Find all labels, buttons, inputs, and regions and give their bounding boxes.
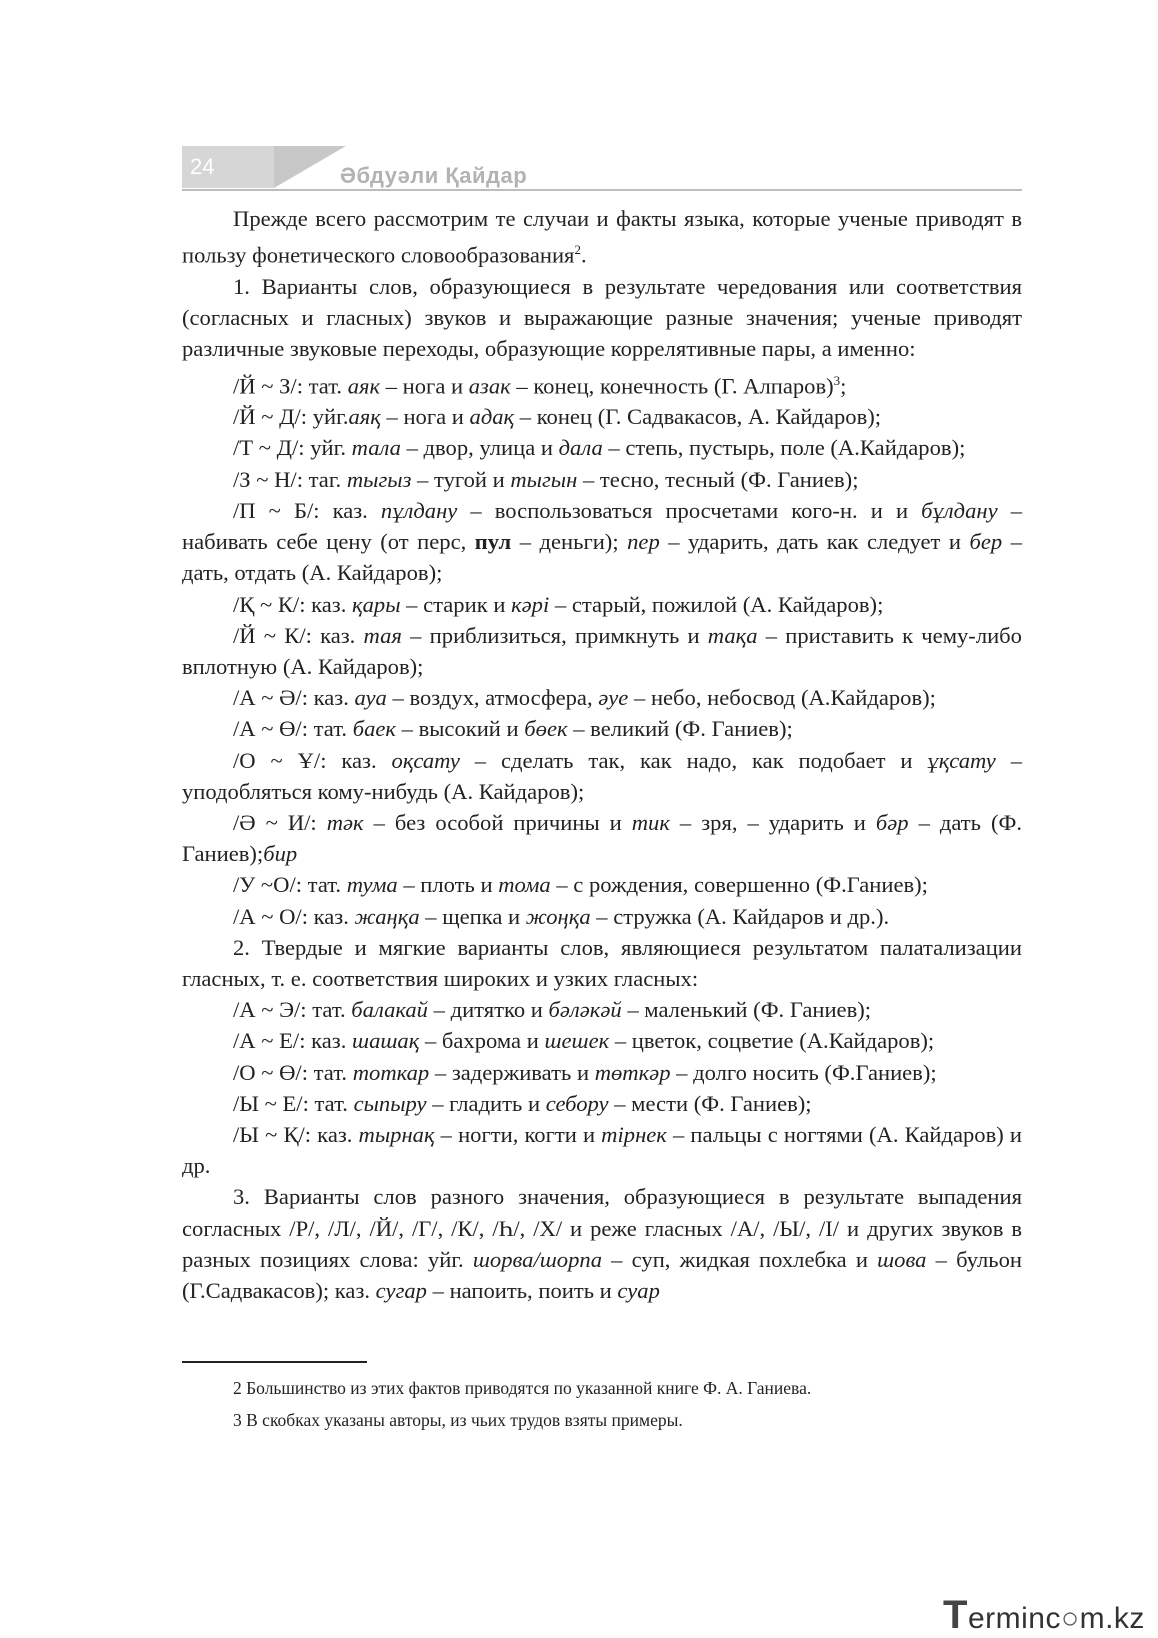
example-word: шашақ xyxy=(352,1028,420,1054)
example-text: – двор, улица и xyxy=(400,435,559,461)
example-word: тәк xyxy=(326,809,364,835)
page-header xyxy=(182,146,1022,194)
example-word: әуе xyxy=(598,685,629,711)
example-word: жоңқа xyxy=(525,903,591,929)
example-word: тыгын xyxy=(510,466,578,492)
example-text: – гладить и xyxy=(426,1090,546,1116)
examples-list-1 xyxy=(182,365,1022,932)
example-text: – ударить и xyxy=(747,809,876,835)
example-text: – приставить к чему-либо вплотную (А. Кайдаров); xyxy=(182,622,1022,679)
example-entry xyxy=(182,713,1022,744)
example-text: – долго носить (Ф.Ганиев); xyxy=(670,1059,937,1085)
example-text: – тугой и xyxy=(411,466,511,492)
example-text: – великий (Ф. Ганиев); xyxy=(567,716,793,742)
main-text xyxy=(182,203,1022,1306)
section-3-text: – суп, жидкая похлебка и xyxy=(602,1246,878,1272)
example-word: азак xyxy=(468,373,511,399)
example-entry xyxy=(182,401,1022,432)
example-word: тая xyxy=(363,622,402,648)
example-word: тірнек xyxy=(601,1121,667,1147)
example-entry xyxy=(182,994,1022,1025)
example-entry xyxy=(182,682,1022,713)
example-text: – дать, отдать (А. Кайдаров); xyxy=(182,529,1022,586)
example-text: /А ~ Ө/: тат. xyxy=(233,716,353,742)
example-word: бұлдану xyxy=(921,497,998,523)
example-text: – стружка (А. Кайдаров и др.). xyxy=(590,903,890,929)
example-text: /Й ~ К/: каз. xyxy=(233,622,364,648)
header-rule xyxy=(182,189,1022,191)
example-entry xyxy=(182,589,1022,620)
example-word: бер xyxy=(969,529,1003,555)
example-word: бәр xyxy=(875,809,909,835)
example-entry xyxy=(182,464,1022,495)
example-word: тоткар xyxy=(352,1059,430,1085)
running-head-author: Әбдуәли Қайдар xyxy=(340,163,528,188)
example-text: – приблизиться, примкнуть и xyxy=(401,622,708,648)
example-word: тырнақ xyxy=(358,1121,435,1147)
paragraph-section-3 xyxy=(182,1181,1022,1306)
section-3-text: 3. Варианты слов разного значения, образующиеся в результате выпадения согласных /Р/, /Л/, /Й/, /Г/, /К/, /Һ/, /Х/ и реже гласных /А/, /Ы/, /І/ и других звуков в разных позициях слова: уйг. xyxy=(182,1184,1022,1272)
example-text: – бахрома и xyxy=(419,1028,545,1054)
example-word: баек xyxy=(352,716,396,742)
example-word: пер xyxy=(627,529,660,555)
example-text: – маленький (Ф. Ганиев); xyxy=(621,997,872,1023)
example-entry xyxy=(182,1025,1022,1056)
example-text: – тесно, тесный (Ф. Ганиев); xyxy=(577,466,859,492)
example-text: – воздух, атмосфера, xyxy=(386,685,599,711)
example-word: пұлдану xyxy=(380,497,458,523)
example-word: кәрі xyxy=(511,591,550,617)
example-text: – степь, пустырь, поле (А.Кайдаров); xyxy=(602,435,966,461)
termincom-logo xyxy=(943,1593,1145,1638)
example-word: шешек xyxy=(544,1028,610,1054)
example-text: – небо, небосвод (А.Кайдаров); xyxy=(628,685,936,711)
example-word: ауа xyxy=(354,685,387,711)
example-text: /А ~ О/: каз. xyxy=(233,903,355,929)
footnotes xyxy=(233,1372,1013,1436)
example-text: /О ~ Ө/: тат. xyxy=(233,1059,353,1085)
footnote-ref-3: 3 xyxy=(833,372,841,388)
example-entry xyxy=(182,901,1022,932)
example-text: /Қ ~ К/: каз. xyxy=(233,591,353,617)
footnote-2: 2 Большинство из этих фактов приводятся по указанной книге Ф. А. Ганиева. xyxy=(233,1378,812,1398)
example-word: сыпыру xyxy=(353,1090,427,1116)
example-word: тыгыз xyxy=(346,466,412,492)
example-word: төткәр xyxy=(594,1059,671,1085)
example-text: /П ~ Б/: каз. xyxy=(233,497,381,523)
example-word: аяк xyxy=(347,373,381,399)
example-word: бир xyxy=(263,841,298,867)
example-text: – с рождения, совершенно (Ф.Ганиев); xyxy=(550,872,928,898)
examples-list-2 xyxy=(182,994,1022,1181)
example-text: – деньги); xyxy=(511,529,628,555)
example-word: суар xyxy=(617,1277,660,1303)
example-word: дала xyxy=(558,435,603,461)
example-text: – сделать так, как надо, как подобает и xyxy=(459,747,928,773)
example-text: – без особой причины и xyxy=(363,809,632,835)
example-text: – воспользоваться просчетами кого-н. и и xyxy=(457,497,922,523)
example-word: ұқсату xyxy=(927,747,996,773)
logo-magnifier-icon: ○ xyxy=(1060,1602,1080,1635)
example-text: – старый, пожилой (А. Кайдаров); xyxy=(549,591,884,617)
footnote-separator xyxy=(182,1361,367,1363)
example-word: балакай xyxy=(351,997,428,1023)
example-text: /А ~ Е/: каз. xyxy=(233,1028,353,1054)
example-text: – щепка и xyxy=(419,903,526,929)
example-text: – нога и xyxy=(380,373,469,399)
example-text: – плоть и xyxy=(397,872,499,898)
paragraph-intro-text: Прежде всего рассмотрим те случаи и факты языка, которые ученые приводят в пользу фонетического словообразования xyxy=(182,206,1022,268)
example-text: /У ~О/: тат. xyxy=(233,872,347,898)
example-text: /Т ~ Д/: уйг. xyxy=(233,435,352,461)
example-text: /Ы ~ Е/: тат. xyxy=(233,1090,354,1116)
example-text: – зря, xyxy=(669,809,748,835)
example-text: ; xyxy=(840,373,847,399)
example-text: – набивать себе цену (от перс, xyxy=(182,497,1022,555)
example-text: – пальцы с ногтями (А. Кайдаров) и др. xyxy=(182,1121,1022,1179)
example-text: /Й ~ Д/: уйг. xyxy=(233,404,349,430)
example-text: – нога и xyxy=(380,404,470,430)
example-text: /Ә ~ И/: xyxy=(233,809,327,835)
example-entry xyxy=(182,1119,1022,1181)
example-bold-word: пул xyxy=(474,529,512,555)
example-text: – конец, конечность (Г. Алпаров) xyxy=(510,373,834,399)
example-text: – цветок, соцветие (А.Кайдаров); xyxy=(609,1028,935,1054)
example-word: тома xyxy=(498,872,551,898)
header-wedge-decoration xyxy=(274,146,346,188)
example-word: қары xyxy=(352,591,401,617)
example-word: тума xyxy=(346,872,398,898)
example-entry xyxy=(182,432,1022,463)
example-word: шова xyxy=(877,1246,927,1272)
example-text: /Ы ~ Қ/: каз. xyxy=(233,1121,359,1147)
section-3-text: – напоить, поить и xyxy=(426,1277,618,1303)
example-word: бөек xyxy=(524,716,568,742)
example-entry xyxy=(182,365,1022,402)
page-number: 24 xyxy=(182,146,274,188)
example-text: – ударить, дать как следует и xyxy=(659,529,970,555)
paragraph-intro xyxy=(182,203,1022,271)
example-text: – мести (Ф. Ганиев); xyxy=(608,1090,812,1116)
example-text: – высокий и xyxy=(395,716,525,742)
example-word: тала xyxy=(351,435,401,461)
example-text: – ногти, когти и xyxy=(434,1121,602,1147)
paragraph-section-1: 1. Варианты слов, образующиеся в результате чередования или соответствия (согласных и гласных) звуков и выражающие разные значения; ученые приводят различные звуковые переходы, образующие коррелятивные пары, а именно: xyxy=(182,273,1022,362)
example-word: аяқ xyxy=(348,404,381,430)
example-entry xyxy=(182,1088,1022,1119)
logo-text: m.kz xyxy=(1079,1602,1145,1635)
footnote-3: 3 В скобках указаны авторы, из чьих трудов взяты примеры. xyxy=(233,1410,683,1430)
example-text: /А ~ Ә/: каз. xyxy=(233,685,355,711)
paragraph-section-2: 2. Твердые и мягкие варианты слов, являющиеся результатом палатализации гласных, т. е. соответствия широких и узких гласных: xyxy=(182,934,1022,991)
example-word: адақ xyxy=(469,404,515,430)
footnote-ref-2: 2 xyxy=(574,242,581,258)
paragraph-intro-end: . xyxy=(580,242,587,268)
example-entry xyxy=(182,495,1022,589)
example-word: тақа xyxy=(707,622,758,648)
example-text: – уподобляться кому-нибудь (А. Кайдаров); xyxy=(182,747,1022,804)
example-word: тик xyxy=(631,809,670,835)
example-word: шорва/шорпа xyxy=(472,1246,602,1272)
example-text: – дитятко и xyxy=(427,997,549,1023)
example-text: – задерживать и xyxy=(429,1059,595,1085)
example-word: оқсату xyxy=(391,747,460,773)
example-word: себору xyxy=(545,1090,609,1116)
logo-text: erminc xyxy=(967,1602,1061,1635)
example-entry xyxy=(182,869,1022,900)
example-word: бәләкәй xyxy=(548,997,622,1023)
example-entry xyxy=(182,620,1022,682)
example-entry xyxy=(182,807,1022,869)
section-3-text: – бульон (Г.Садвакасов); каз. xyxy=(182,1246,1022,1303)
example-text: /Й ~ З/: тат. xyxy=(233,373,348,399)
example-text: – дать (Ф. Ганиев); xyxy=(182,809,1023,867)
example-word: сугар xyxy=(375,1277,427,1303)
example-text: /З ~ Н/: таг. xyxy=(233,466,347,492)
example-text: – конец (Г. Садвакасов, А. Кайдаров); xyxy=(514,404,882,430)
example-entry xyxy=(182,1057,1022,1088)
example-entry xyxy=(182,745,1022,807)
example-text: /А ~ Э/: тат. xyxy=(233,997,352,1023)
example-text: – старик и xyxy=(400,591,512,617)
example-text: /О ~ Ұ/: каз. xyxy=(233,747,392,773)
example-word: жаңқа xyxy=(354,903,420,929)
logo-letter-t: T xyxy=(943,1593,968,1637)
